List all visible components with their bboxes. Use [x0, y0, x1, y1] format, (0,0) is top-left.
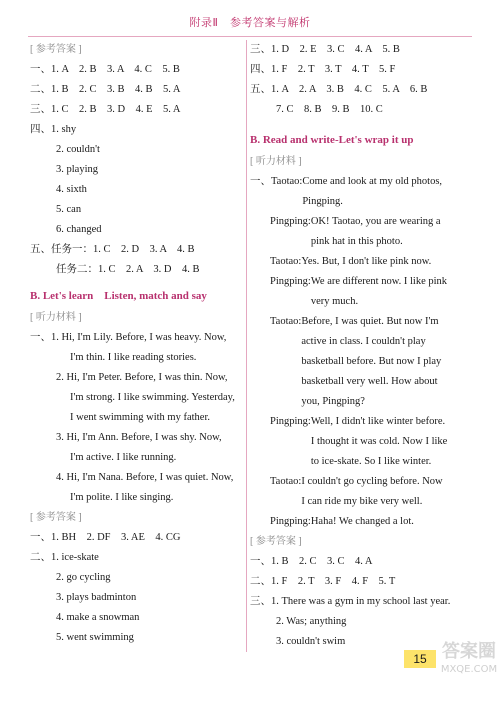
answer-line: 7. C 8. B 9. B 10. C — [276, 104, 383, 115]
dialog-turn — [250, 252, 474, 272]
watermark-site: MXQE.COM — [440, 664, 498, 675]
dialog-line: Come and look at my old photos, — [302, 176, 443, 187]
answer-line: 二、1. ice-skate — [30, 552, 99, 563]
dialog-line: I couldn't go cycling before. Now — [301, 476, 443, 487]
answer-line: 2. go cycling — [56, 572, 111, 583]
speaker-lines — [311, 512, 414, 532]
speaker-label: Pingping: — [270, 216, 311, 227]
section-title: B. Let's learn Listen, match and say — [30, 290, 207, 302]
dialog-turn — [250, 512, 474, 532]
listening-label: [ 听力材料 ] — [30, 312, 82, 323]
speaker-label: Taotao: — [270, 316, 302, 327]
answer-line: 三、1. D 2. E 3. C 4. A 5. B — [250, 44, 400, 55]
speaker-lines — [301, 252, 431, 272]
answer-line: 4. make a snowman — [56, 612, 140, 623]
page-number: 15 — [404, 650, 436, 668]
answer-line: 四、1. F 2. T 3. T 4. T 5. F — [250, 64, 396, 75]
answer-line: 4. sixth — [56, 184, 87, 195]
listening-line: I'm polite. I like singing. — [70, 492, 174, 503]
dialog-line: Before, I was quiet. But now I'm — [301, 316, 439, 327]
dialog-line: OK! Taotao, you are wearing a — [310, 216, 441, 227]
speaker-label: Pingping: — [270, 276, 311, 287]
dialog-turn — [250, 312, 474, 412]
answer-line: 5. can — [56, 204, 82, 215]
speaker-label: Pingping: — [270, 516, 311, 527]
speaker-lines — [301, 472, 442, 512]
left-column — [30, 40, 242, 648]
answer-line: 四、1. shy — [30, 124, 77, 135]
dialog-turn — [250, 272, 474, 312]
answer-line: 五、1. A 2. A 3. B 4. C 5. A 6. B — [250, 84, 428, 95]
answer-line: 3. playing — [56, 164, 98, 175]
dialog-turn — [250, 472, 474, 512]
listening-line: 3. Hi, I'm Ann. Before, I was shy. Now, — [56, 432, 222, 443]
dialog-line: I thought it was cold. Now I like — [310, 436, 448, 447]
dialog-line: Well, I didn't like winter before. — [310, 416, 446, 427]
answer-label: [ 参考答案 ] — [30, 512, 82, 523]
listening-line: 2. Hi, I'm Peter. Before, I was thin. Now, — [56, 372, 228, 383]
dialog-line: I can ride my bike very well. — [301, 496, 423, 507]
page-header: 附录Ⅱ 参考答案与解析 — [189, 16, 311, 29]
answer-line: 3. plays badminton — [56, 592, 137, 603]
dialog-line: active in class. I couldn't play — [301, 336, 426, 347]
answer-line: 一、1. BH 2. DF 3. AE 4. CG — [30, 532, 181, 543]
answer-line: 任务二：1. C 2. A 3. D 4. B — [56, 264, 200, 275]
answer-line: 5. went swimming — [56, 632, 134, 643]
speaker-lines — [311, 412, 447, 472]
dialog-line: to ice-skate. So I like winter. — [310, 456, 432, 467]
listening-line: I'm active. I like running. — [70, 452, 177, 463]
column-divider — [246, 40, 247, 652]
dialog-line: We are different now. I like pink — [310, 276, 448, 287]
speaker-lines — [302, 172, 442, 212]
answer-line: 2. couldn't — [56, 144, 100, 155]
dialog-turn — [250, 172, 474, 212]
speaker-label: Taotao: — [270, 256, 302, 267]
speaker-lines — [311, 212, 441, 252]
dialog-line: basketball very well. How about — [301, 376, 438, 387]
dialog-turn — [250, 412, 474, 472]
listening-line: 一、1. Hi, I'm Lily. Before, I was heavy. Now, — [30, 332, 227, 343]
answer-line: 三、1. C 2. B 3. D 4. E 5. A — [30, 104, 181, 115]
watermark-logo: 答案圈 — [442, 641, 496, 662]
answer-line: 3. couldn't swim — [276, 636, 346, 647]
answer-line: 三、1. There was a gym in my school last year. — [250, 596, 451, 607]
listening-label: [ 听力材料 ] — [250, 156, 302, 167]
speaker-lines — [311, 272, 447, 312]
listening-line: I'm strong. I like swimming. Yesterday, — [70, 392, 235, 403]
answer-line: 二、1. F 2. T 3. F 4. F 5. T — [250, 576, 396, 587]
speaker-label: Pingping: — [270, 416, 311, 427]
answer-label: [ 参考答案 ] — [250, 536, 302, 547]
listening-line: I'm thin. I like reading stories. — [70, 352, 197, 363]
speaker-lines — [301, 312, 441, 412]
header-divider — [28, 36, 472, 37]
dialog-line: basketball before. But now I play — [301, 356, 442, 367]
dialog-line: Haha! We changed a lot. — [310, 516, 414, 527]
answer-line: 二、1. B 2. C 3. B 4. B 5. A — [30, 84, 181, 95]
answer-line: 五、任务一：1. C 2. D 3. A 4. B — [30, 244, 195, 255]
watermark — [440, 640, 498, 696]
dialog-turn — [250, 212, 474, 252]
answer-line: 6. changed — [56, 224, 102, 235]
dialog-line: pink hat in this photo. — [310, 236, 403, 247]
answer-line: 2. Was; anything — [276, 616, 347, 627]
answer-label: [ 参考答案 ] — [30, 44, 82, 55]
speaker-label: Taotao: — [270, 476, 302, 487]
dialog-line: Yes. But, I don't like pink now. — [301, 256, 432, 267]
right-column — [250, 40, 474, 652]
dialog-transcript — [250, 172, 474, 532]
listening-line: 4. Hi, I'm Nana. Before, I was quiet. Now, — [56, 472, 234, 483]
dialog-line: Pingping. — [302, 196, 343, 207]
dialog-line: very much. — [310, 296, 359, 307]
dialog-line: you, Pingping? — [301, 396, 365, 407]
answer-line: 一、1. B 2. C 3. C 4. A — [250, 556, 373, 567]
answer-line: 一、1. A 2. B 3. A 4. C 5. B — [30, 64, 180, 75]
speaker-label: 一、Taotao: — [250, 176, 303, 187]
section-title: B. Read and write-Let's wrap it up — [250, 134, 414, 146]
listening-line: I went swimming with my father. — [70, 412, 210, 423]
